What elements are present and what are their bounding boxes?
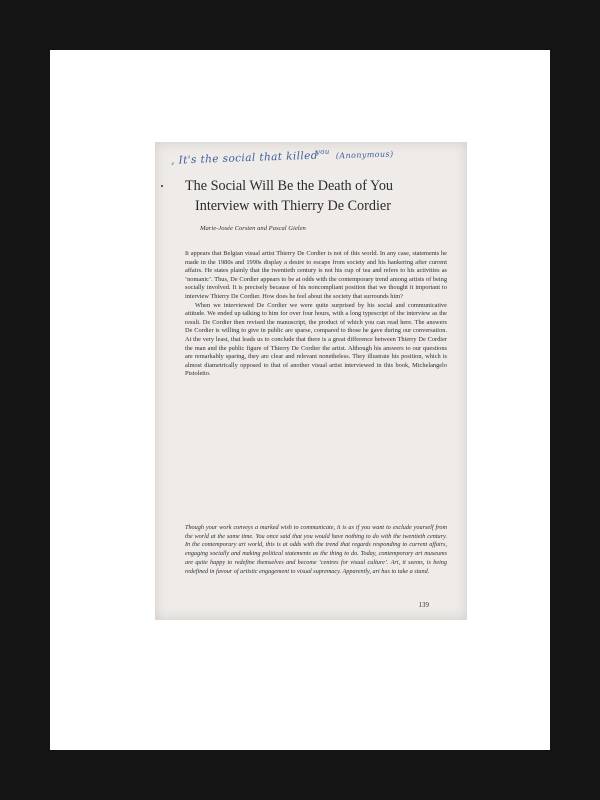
photo-mat xyxy=(50,50,550,750)
title-line-1: The Social Will Be the Death of You xyxy=(185,178,394,194)
page-number: 139 xyxy=(418,601,429,609)
interview-question: Though your work conveys a marked wish to communicate, it is as if you want to exclude yourself from the world at the same time. You once said that you would have nothing to do with the twentieth century. In the contemporary art world, this is at odds with the trend that regards responding to current affairs, engaging socially and making political statements as the thing to do. Today, contemporary art museums are quite happy to redefine themselves and become ‘centres for visual culture’. Art, it seems, is being redefined in favour of artistic engagement to visual supremacy. Apparently, art has to take a stand. xyxy=(185,524,447,575)
article-authors: Marie-Josée Corsten and Pascal Gielen xyxy=(200,225,306,232)
handwritten-note xyxy=(171,143,467,167)
article-title xyxy=(185,176,465,216)
title-line-2: Interview with Thierry De Cordier xyxy=(195,198,391,214)
body-paragraph-2: When we interviewed De Cordier we were quite surprised by his social and communicative attitude. We ended up talking to him for over four hours, with a long typescript of the interview as the result. De Cordier then revised the manuscript, the product of which you can read here. The answers De Cordier is willing to give in public are sparse, compared to those he gave during our conversation. At the very least, that leads us to conclude that there is a great difference between Thierry De Cordier the man and the public figure of Thierry De Cordier the artist. Although his answers to our questions are remarkably sparing, they are clear and relevant nonetheless. They illustrate his position, which is almost diametrically opposed to that of another visual artist interviewed in this book, Michelangelo Pistoletto. xyxy=(185,301,447,378)
book-page xyxy=(155,142,467,620)
margin-dot xyxy=(161,185,163,187)
handwritten-note-superscript: you xyxy=(315,147,330,157)
handwritten-note-aside: (Anonymous) xyxy=(335,148,394,160)
article-body xyxy=(185,250,447,379)
body-paragraph-1: It appears that Belgian visual artist Thierry De Cordier is not of this world. In any case, statements he made in the 1980s and 1990s display a desire to escape from society and his hankering after current affairs. He states plainly that the twentieth century is not his cup of tea and refers to his activities as ‘nomanic’. Thus, De Cordier appears to be at odds with the contemporary trend among artists of being socially involved. It is precisely because of his noncompliant position that we thought it important to interview Thierry De Cordier. How does he feel about the society that surrounds him? xyxy=(185,250,447,300)
handwritten-note-main: , It's the social that killed xyxy=(170,149,319,167)
